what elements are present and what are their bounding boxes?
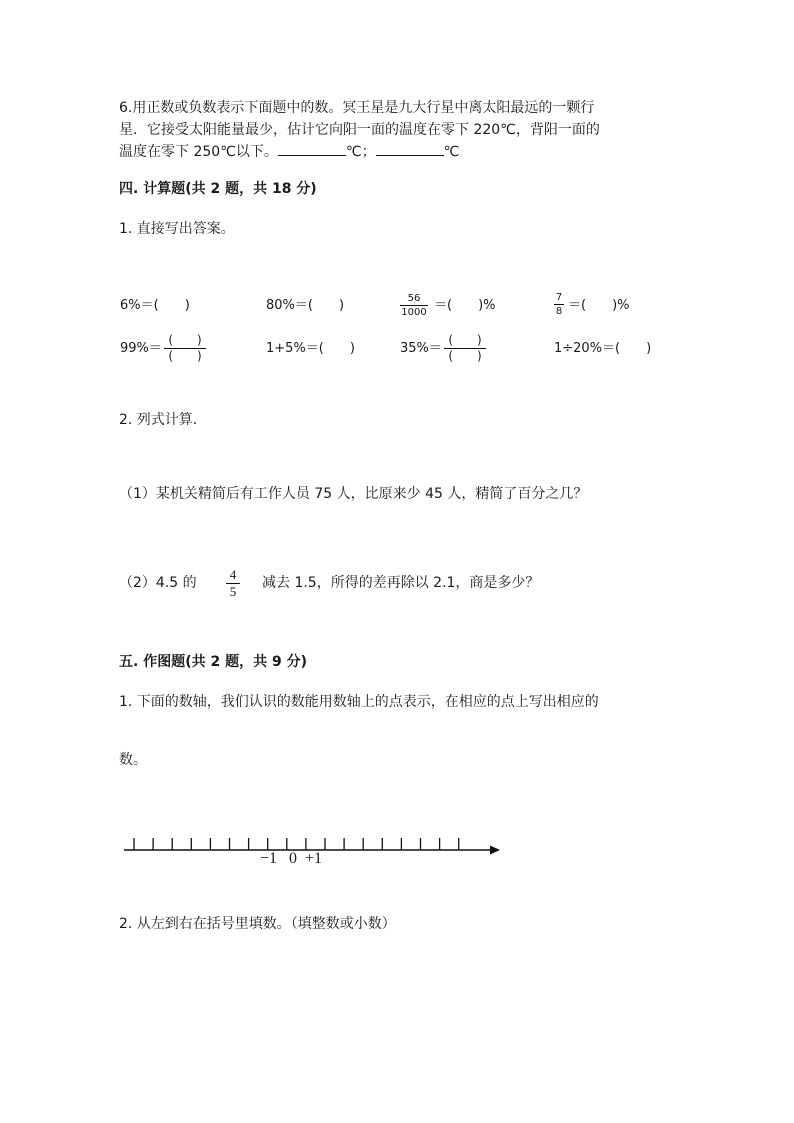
section4-q2-title: 2. 列式计算. [119, 412, 198, 428]
fraction-denominator-blank[interactable]: ( ) [168, 349, 202, 363]
q6-line3 [119, 140, 459, 164]
q6-line2: 星．它接受太阳能量最少，估计它向阳一面的温度在零下 220℃，背阳一面的 [119, 122, 600, 138]
calc-r2-c3-fraction [444, 334, 486, 363]
q6-unit2: ℃ [443, 144, 460, 160]
section5-q2: 2. 从左到右在括号里填数。（填整数或小数） [119, 916, 396, 932]
q6-line1: 6.用正数或负数表示下面题中的数。冥王星是九大行星中离太阳最远的一颗行 [119, 100, 595, 116]
section4-q2-part1: （1）某机关精简后有工作人员 75 人，比原来少 45 人，精简了百分之几？ [119, 486, 588, 502]
calc-r2-c3-prefix: 35%＝ [400, 341, 442, 356]
number-line-arrow [490, 846, 500, 855]
calc-r1-c2: 80%＝( ) [266, 298, 345, 313]
calc-r2-c4: 1÷20%＝( ) [554, 341, 652, 356]
number-line [0, 830, 794, 890]
fraction-bar [400, 305, 428, 306]
q2-part2-prefix: （2）4.5 的 [119, 575, 197, 591]
fraction-numerator: 56 [407, 293, 421, 304]
calc-r2-c2: 1+5%＝( ) [266, 341, 355, 356]
section4-heading: 四. 计算题(共 2 题，共 18 分) [119, 181, 317, 197]
section5-heading: 五. 作图题(共 2 题，共 9 分) [119, 654, 307, 670]
number-line-ticks [134, 838, 459, 850]
q2-part2-suffix: 减去 1.5，所得的差再除以 2.1，商是多少？ [262, 575, 540, 591]
calc-r1-c4-rest: ＝( )% [568, 298, 630, 313]
fraction-denominator: 8 [555, 306, 563, 317]
calc-r1-c1: 6%＝( ) [120, 298, 190, 313]
calc-r2-c1-prefix: 99%＝ [120, 341, 162, 356]
answer-blank-2[interactable] [376, 141, 444, 156]
axis-label-zero: 0 [289, 850, 297, 867]
fraction-numerator-blank[interactable]: ( ) [448, 333, 482, 347]
fraction-denominator: 5 [229, 584, 237, 599]
calc-r1-c3-rest: ＝( )% [434, 298, 496, 313]
q6-unit1: ℃； [345, 144, 376, 160]
fraction-bar [554, 304, 564, 305]
fraction-denominator: 1000 [401, 307, 427, 318]
axis-label-plus-one: +1 [305, 850, 323, 867]
fraction-numerator-blank[interactable]: ( ) [168, 333, 202, 347]
section5-q1-line1: 1. 下面的数轴，我们认识的数能用数轴上的点表示，在相应的点上写出相应的 [119, 694, 599, 710]
section5-q1-line2: 数。 [119, 752, 147, 768]
calc-r2-c1-fraction [164, 334, 206, 363]
answer-blank-1[interactable] [278, 141, 346, 156]
calc-r1-c4-fraction [554, 292, 564, 317]
q2-part2-fraction [226, 568, 240, 599]
calc-r1-c3-fraction [400, 293, 428, 318]
q6-line3-prefix: 温度在零下 250℃以下。 [119, 144, 278, 160]
section4-q1-title: 1. 直接写出答案。 [119, 221, 235, 237]
section4-q2-part2 [119, 571, 197, 595]
fraction-numerator: 4 [229, 567, 237, 582]
fraction-denominator-blank[interactable]: ( ) [448, 349, 482, 363]
fraction-numerator: 7 [555, 292, 563, 303]
axis-label-minus-one: −1 [260, 850, 278, 867]
